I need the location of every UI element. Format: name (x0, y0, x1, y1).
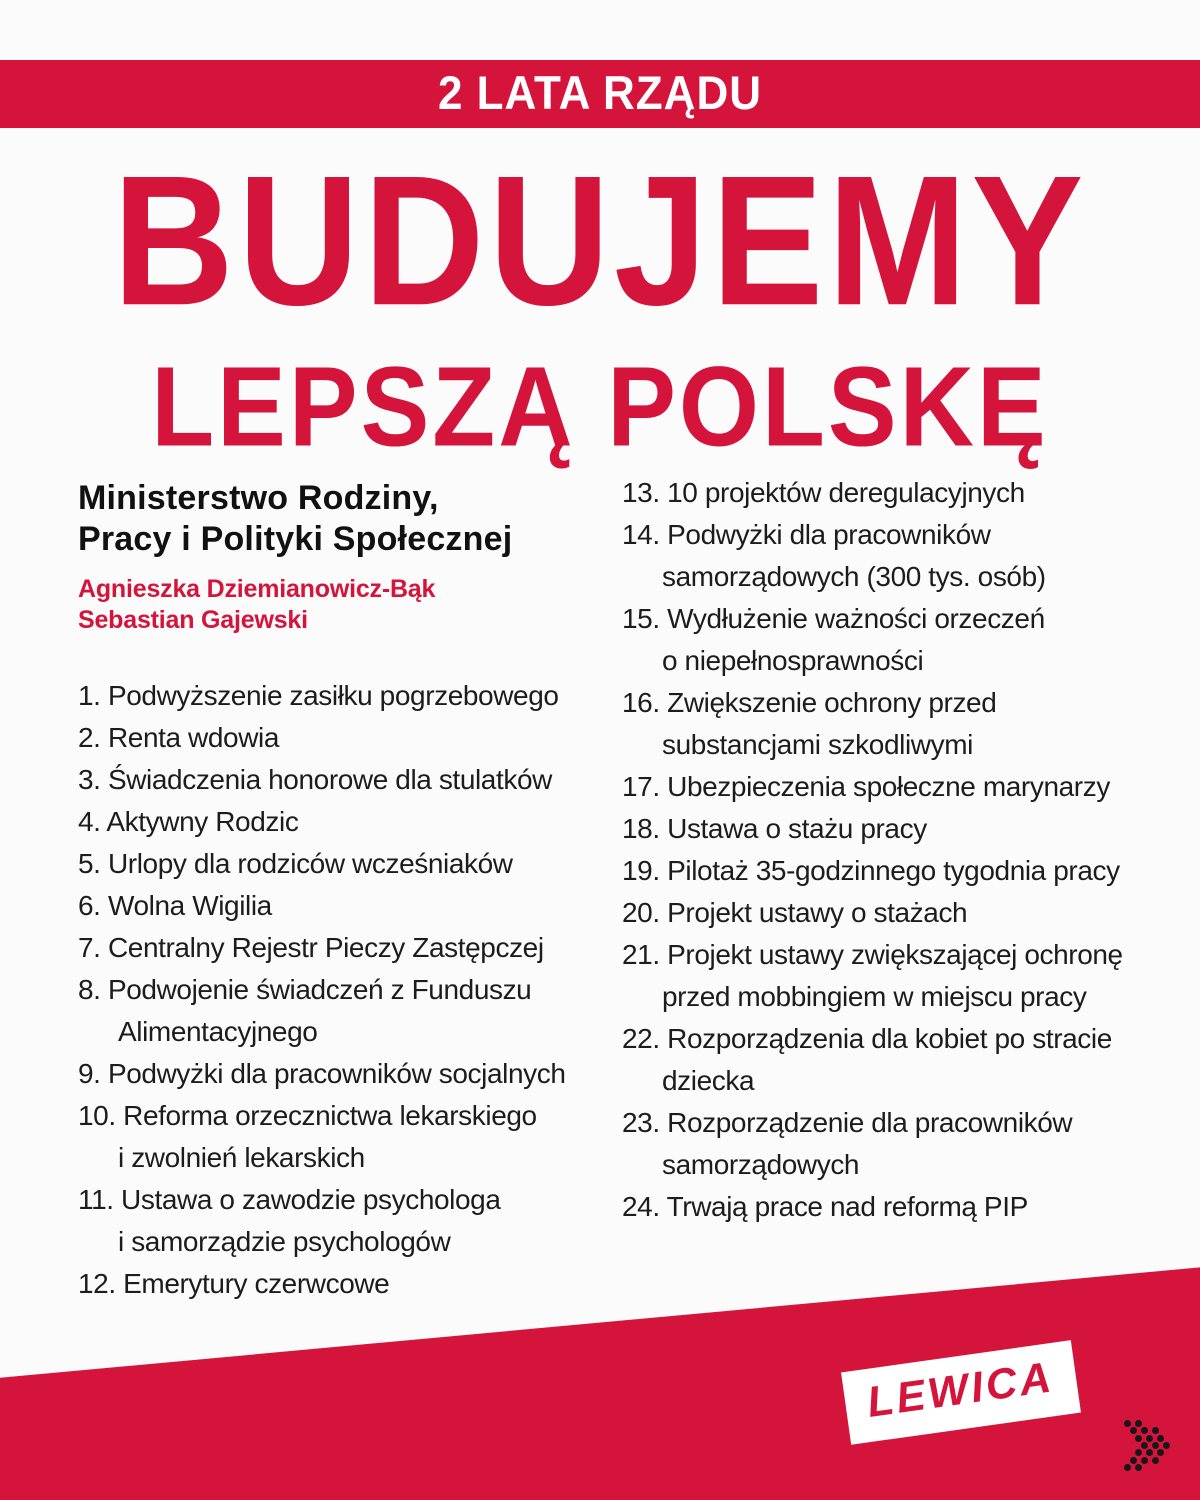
top-banner (0, 60, 1200, 128)
ministry-name-line-2: Pracy i Polityki Społecznej (78, 520, 513, 558)
list-item: 21. Projekt ustawy zwiększającej ochronę przed mobbingiem w miejscu pracy (622, 939, 1123, 1012)
list-item-number: 6. (78, 890, 101, 921)
chevron-dot (1152, 1427, 1159, 1434)
chevron-dot (1146, 1435, 1153, 1442)
list-item-number: 10. (78, 1100, 116, 1131)
chevron-dot (1141, 1427, 1148, 1434)
chevron-dot (1135, 1449, 1142, 1456)
list-item-number: 19. (622, 855, 660, 886)
list-item: 3. Świadczenia honorowe dla stulatków (78, 764, 552, 795)
chevron-dot (1152, 1442, 1159, 1449)
list-item-number: 23. (622, 1107, 660, 1138)
list-item: 20. Projekt ustawy o stażach (622, 897, 968, 928)
list-item: 11. Ustawa o zawodzie psychologa i samorządzie psychologów (78, 1184, 501, 1257)
list-item-number: 12. (78, 1268, 116, 1299)
list-item: 17. Ubezpieczenia społeczne marynarzy (622, 771, 1110, 802)
ministry-name (78, 478, 623, 560)
page-title (0, 137, 1200, 470)
list-item-number: 24. (622, 1191, 660, 1222)
list-item-number: 13. (622, 477, 660, 508)
list-item: 19. Pilotaż 35-godzinnego tygodnia pracy (622, 855, 1120, 886)
list-item: 23. Rozporządzenie dla pracowników samorządowych (622, 1107, 1073, 1180)
chevron-dot (1157, 1435, 1164, 1442)
chevron-dot (1152, 1457, 1159, 1464)
chevron-dot (1124, 1464, 1131, 1471)
list-item: 12. Emerytury czerwcowe (78, 1268, 390, 1299)
list-item: 8. Podwojenie świadczeń z Funduszu Alimentacyjnego (78, 974, 532, 1047)
list-item-number: 9. (78, 1058, 101, 1089)
list-item-number: 3. (78, 764, 101, 795)
list-item-number: 14. (622, 519, 660, 550)
list-item-number: 2. (78, 722, 101, 753)
chevron-dot (1130, 1457, 1137, 1464)
chevron-right-dots-icon (1124, 1420, 1174, 1472)
list-item: 9. Podwyżki dla pracowników socjalnych (78, 1058, 566, 1089)
list-item: 24. Trwają prace nad reformą PIP (622, 1191, 1028, 1222)
list-item: 6. Wolna Wigilia (78, 890, 272, 921)
list-item: 10. Reforma orzecznictwa lekarskiego i zwolnień lekarskich (78, 1100, 537, 1173)
list-item: 22. Rozporządzenia dla kobiet po stracie dziecka (622, 1023, 1112, 1096)
chevron-dot (1146, 1449, 1153, 1456)
chevron-dot (1135, 1464, 1142, 1471)
list-item-number: 4. (78, 806, 101, 837)
lewica-logo-label: LEWICA (864, 1353, 1057, 1427)
minister-name-2: Sebastian Gajewski (78, 606, 308, 634)
list-item-number: 16. (622, 687, 660, 718)
achievements-list-left (78, 675, 623, 1305)
list-item: 18. Ustawa o stażu pracy (622, 813, 927, 844)
list-item: 13. 10 projektów deregulacyjnych (622, 477, 1025, 508)
chevron-dot (1157, 1449, 1164, 1456)
chevron-dot (1130, 1427, 1137, 1434)
list-item-number: 11. (78, 1184, 114, 1215)
list-item-number: 21. (622, 939, 660, 970)
list-item-number: 15. (622, 603, 660, 634)
minister-name-1: Agnieszka Dziemianowicz-Bąk (78, 575, 436, 603)
ministry-name-line-1: Ministerstwo Rodziny, (78, 479, 439, 517)
list-item: 7. Centralny Rejestr Pieczy Zastępczej (78, 932, 544, 963)
chevron-dot (1135, 1435, 1142, 1442)
list-item: 2. Renta wdowia (78, 722, 280, 753)
chevron-dot (1141, 1442, 1148, 1449)
title-line-1: BUDUJEMY (112, 137, 1088, 344)
list-item-number: 5. (78, 848, 101, 879)
achievements-list-right (622, 472, 1187, 1228)
list-item-number: 17. (622, 771, 660, 802)
list-item-number: 22. (622, 1023, 660, 1054)
list-item-number: 1. (78, 680, 101, 711)
list-item-number: 7. (78, 932, 101, 963)
list-item: 16. Zwiększenie ochrony przed substancjami szkodliwymi (622, 687, 997, 760)
list-item: 5. Urlopy dla rodziców wcześniaków (78, 848, 513, 879)
list-item: 1. Podwyższenie zasiłku pogrzebowego (78, 680, 559, 711)
chevron-dot (1135, 1420, 1142, 1427)
chevron-dot (1163, 1442, 1170, 1449)
list-item: 15. Wydłużenie ważności orzeczeń o niepełnosprawności (622, 603, 1045, 676)
chevron-dot (1124, 1420, 1131, 1427)
left-column (78, 478, 623, 1305)
list-item-number: 8. (78, 974, 101, 1005)
title-line-2: LEPSZĄ POLSKĘ (151, 343, 1049, 470)
right-column (622, 472, 1187, 1228)
list-item-number: 18. (622, 813, 660, 844)
banner-label: 2 LATA RZĄDU (437, 67, 763, 120)
list-item: 4. Aktywny Rodzic (78, 806, 299, 837)
chevron-dot (1141, 1457, 1148, 1464)
ministers (78, 574, 623, 636)
list-item: 14. Podwyżki dla pracowników samorządowych (300 tys. osób) (622, 519, 1046, 592)
list-item-number: 20. (622, 897, 660, 928)
